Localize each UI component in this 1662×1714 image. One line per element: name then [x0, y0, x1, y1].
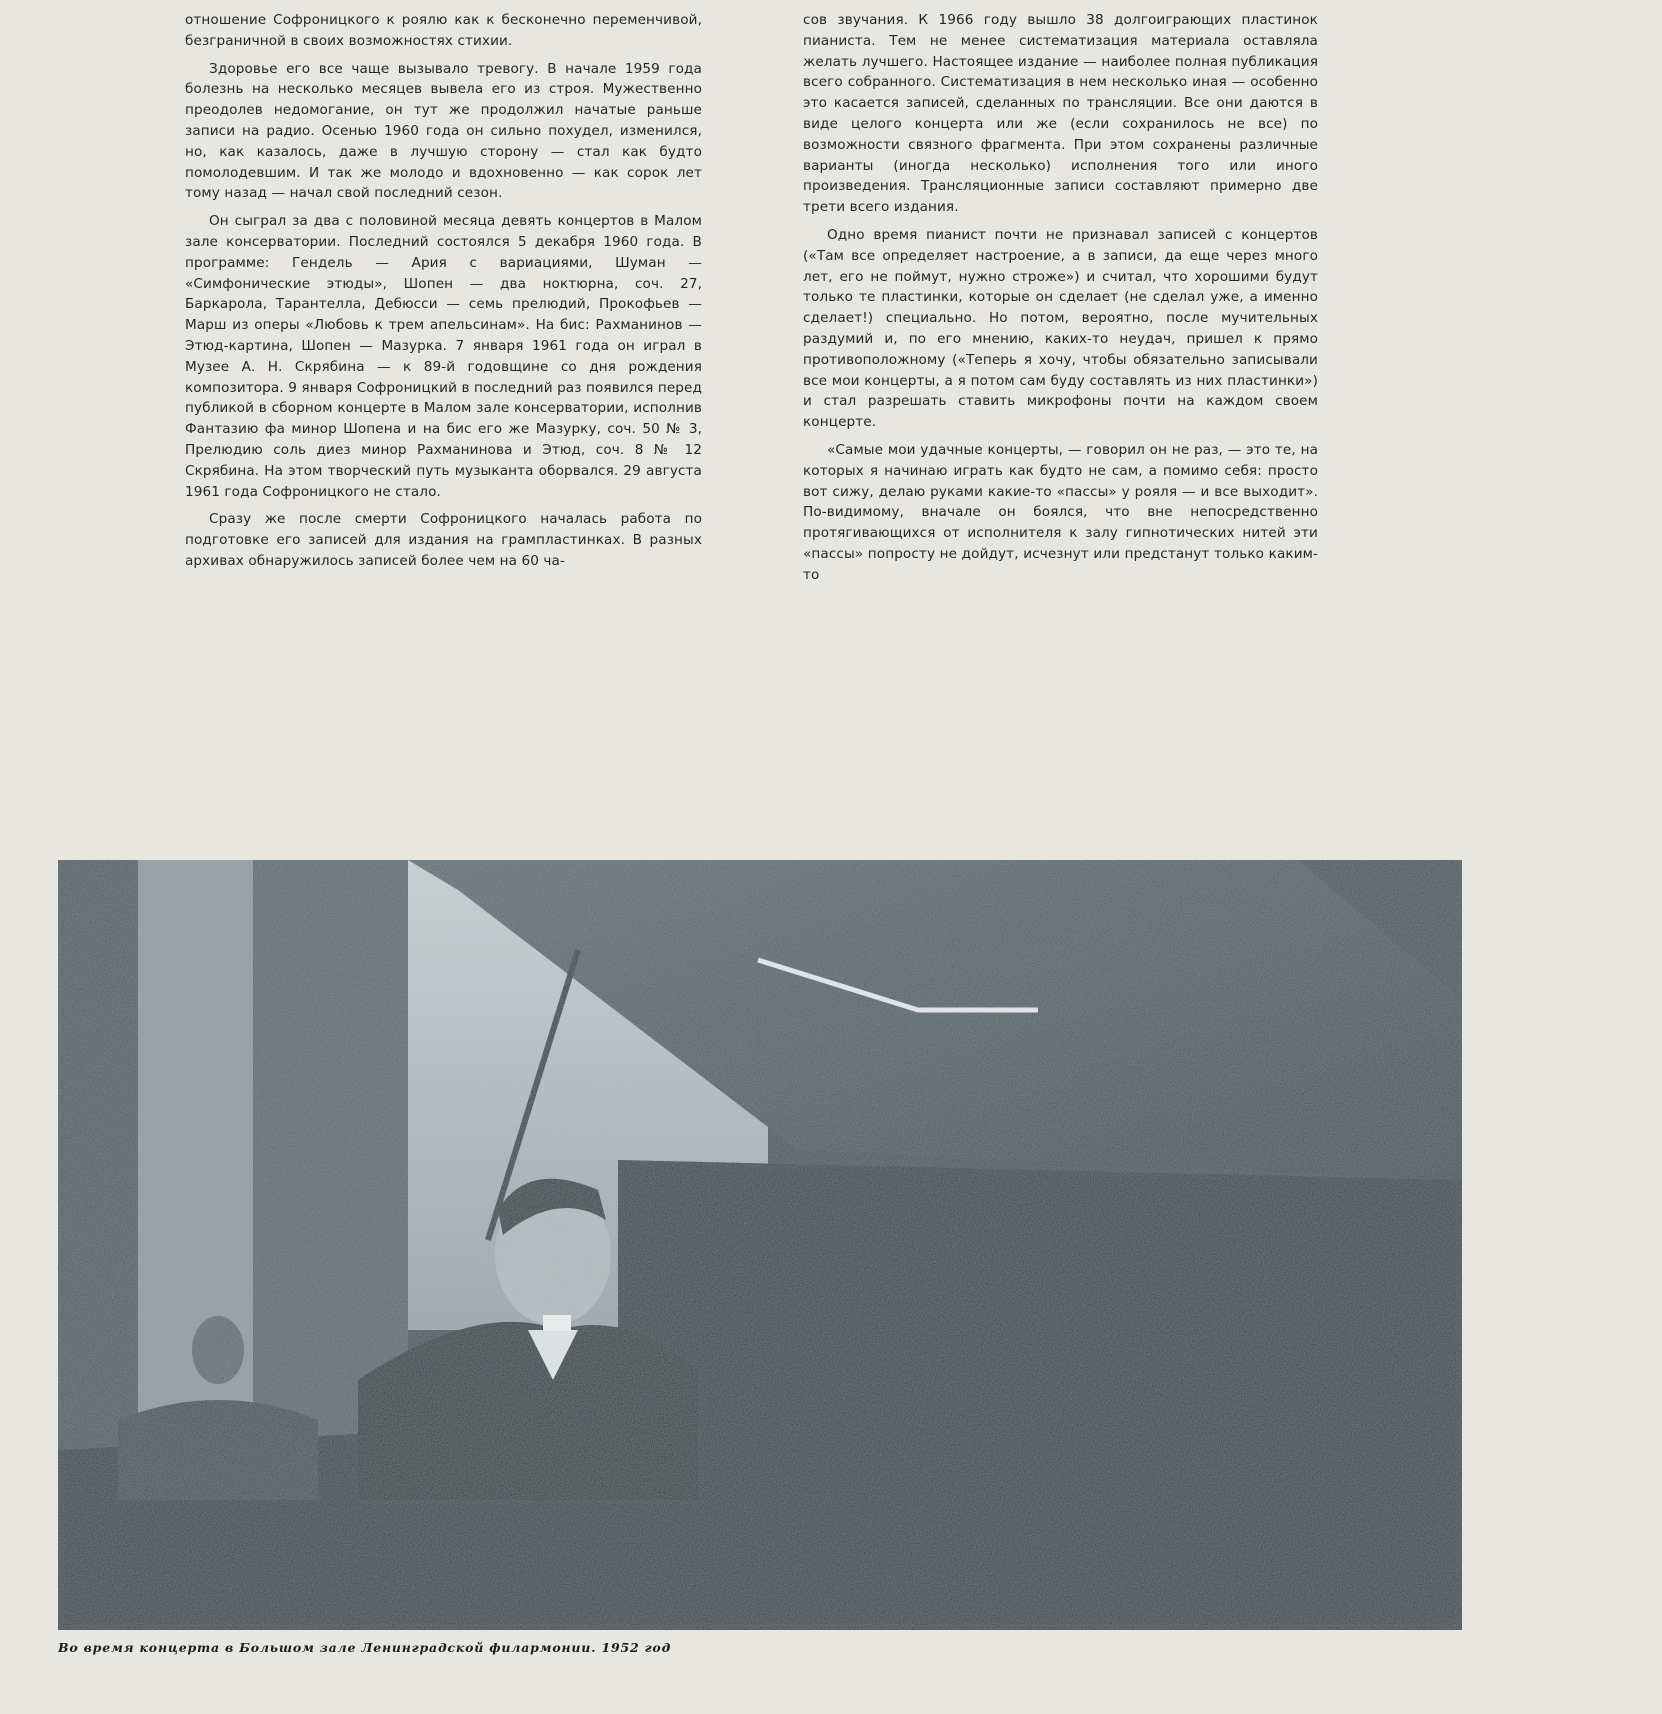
paragraph: Одно время пианист почти не признавал записей с концертов («Там все определяет настроение, а в записи, да еще через много лет, его не поймут, нужно строже») и считал, что хорошими будут только те пластинки, которые он сделает (не сделал уже, а именно сделает!) специально. Но потом, вероятно, после мучительных раздумий и, по его мнению, каких-то неудач, пришел к прямо противоположному («Теперь я хочу, чтобы обязательно записывали все мои концерты, а я потом сам буду составлять из них пластинки») и стал разрешать ставить микрофоны почти на каждом своем концерте. — [803, 226, 1318, 431]
photo-illustration — [58, 860, 1462, 1630]
article-left-column — [185, 10, 702, 579]
paragraph: «Самые мои удачные концерты, — говорил он не раз, — это те, на которых я начинаю играть как будто не сам, а помимо себя: просто вот сижу, делаю руками какие-то «пассы» у рояля — и все выходит». По-видимому, вначале он боялся, что вне непосредственно протягивающихся от исполнителя к залу гипнотических нитей эти «пассы» попросту не дойдут, исчезнут или предстанут только каким-то — [803, 441, 1318, 583]
paragraph: отношение Софроницкого к роялю как к бесконечно переменчивой, безграничной в своих возможностях стихии. — [185, 12, 702, 49]
paragraph: сов звучания. К 1966 году вышло 38 долгоиграющих пластинок пианиста. Тем не менее систематизация материала оставляла желать лучшего. Настоящее издание — наиболее полная публикация всего собранного. Систематизация в нем несколько иная — особенно это касается записей, сделанных по трансляции. Все они даются в виде целого концерта или же (если сохранилось не все) по возможности связного фрагмента. При этом сохранены различные варианты (иногда несколько) исполнения того или иного произведения. Трансляционные записи составляют примерно две трети всего издания. — [803, 12, 1318, 216]
pianist-concert-photo — [58, 860, 1462, 1630]
paragraph: Сразу же после смерти Софроницкого началась работа по подготовке его записей для издания на грампластинках. В разных архивах обнаружилось записей более чем на 60 ча- — [185, 511, 702, 569]
article-right-column — [803, 10, 1318, 593]
paragraph: Он сыграл за два с половиной месяца девять концертов в Малом зале консерватории. Последний состоялся 5 декабря 1960 года. В программе: Гендель — Ария с вариациями, Шуман — «Симфонические этюды», Шопен — два ноктюрна, соч. 27, Баркарола, Тарантелла, Дебюсси — семь прелюдий, Прокофьев — Марш из оперы «Любовь к трем апельсинам». На бис: Рахманинов — Этюд-картина, Шопен — Мазурка. 7 января 1961 года он играл в Музее А. Н. Скрябина — к 89-й годовщине со дня рождения композитора. 9 января Софроницкий в последний раз появился перед публикой в сборном концерте в Малом зале консерватории, исполнив Фантазию фа минор Шопена и на бис его же Мазурку, соч. 50 № 3, Прелюдию соль диез минор Рахманинова и Этюд, соч. 8 № 12 Скрябина. На этом творческий путь музыканта оборвался. 29 августа 1961 года Софроницкого не стало. — [185, 213, 702, 500]
photo-caption: Во время концерта в Большом зале Ленинградской филармонии. 1952 год — [58, 1640, 672, 1655]
paragraph: Здоровье его все чаще вызывало тревогу. В начале 1959 года болезнь на несколько месяцев вывела его из строя. Мужественно преодолев недомогание, он тут же продолжил начатые раньше записи на радио. Осенью 1960 года он сильно похудел, изменился, но, как казалось, даже в лучшую сторону — стал как будто помолодевшим. И так же молодо и вдохновенно — как сорок лет тому назад — начал свой последний сезон. — [185, 60, 702, 202]
